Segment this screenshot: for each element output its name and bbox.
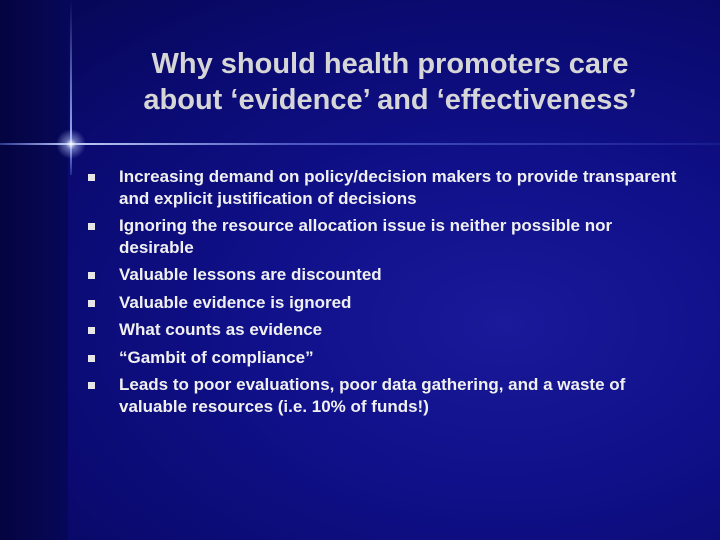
bullet-text: Increasing demand on policy/decision makers to provide transparent and explicit justification of decisions (119, 167, 677, 208)
square-bullet-icon (88, 355, 95, 362)
left-decorative-band (0, 0, 68, 540)
bullet-text: Ignoring the resource allocation issue is neither possible nor desirable (119, 216, 613, 257)
square-bullet-icon (88, 327, 95, 334)
bullet-item (88, 264, 688, 286)
title-line-2: about ‘evidence’ and ‘effectiveness’ (143, 84, 637, 116)
square-bullet-icon (88, 272, 95, 279)
sparkle-icon (56, 129, 86, 159)
title-line-1: Why should health promoters care (151, 48, 629, 80)
bullet-list (88, 166, 688, 417)
square-bullet-icon (88, 174, 95, 181)
square-bullet-icon (88, 223, 95, 230)
bullet-text: Valuable evidence is ignored (119, 292, 352, 312)
bullet-item (88, 374, 688, 417)
square-bullet-icon (88, 300, 95, 307)
bullet-item (88, 215, 688, 258)
bullet-text: “Gambit of compliance” (119, 347, 314, 367)
bullet-item (88, 319, 688, 341)
bullet-item (88, 166, 688, 209)
bullet-text: Leads to poor evaluations, poor data gathering, and a waste of valuable resources (i.e. 10% of funds!) (119, 375, 626, 416)
horizontal-accent-line (0, 143, 720, 145)
square-bullet-icon (88, 382, 95, 389)
bullet-text: Valuable lessons are discounted (119, 265, 382, 284)
slide-title (90, 46, 690, 118)
bullet-text: What counts as evidence (119, 320, 323, 339)
bullet-item (88, 347, 688, 369)
bullet-item (88, 292, 688, 314)
